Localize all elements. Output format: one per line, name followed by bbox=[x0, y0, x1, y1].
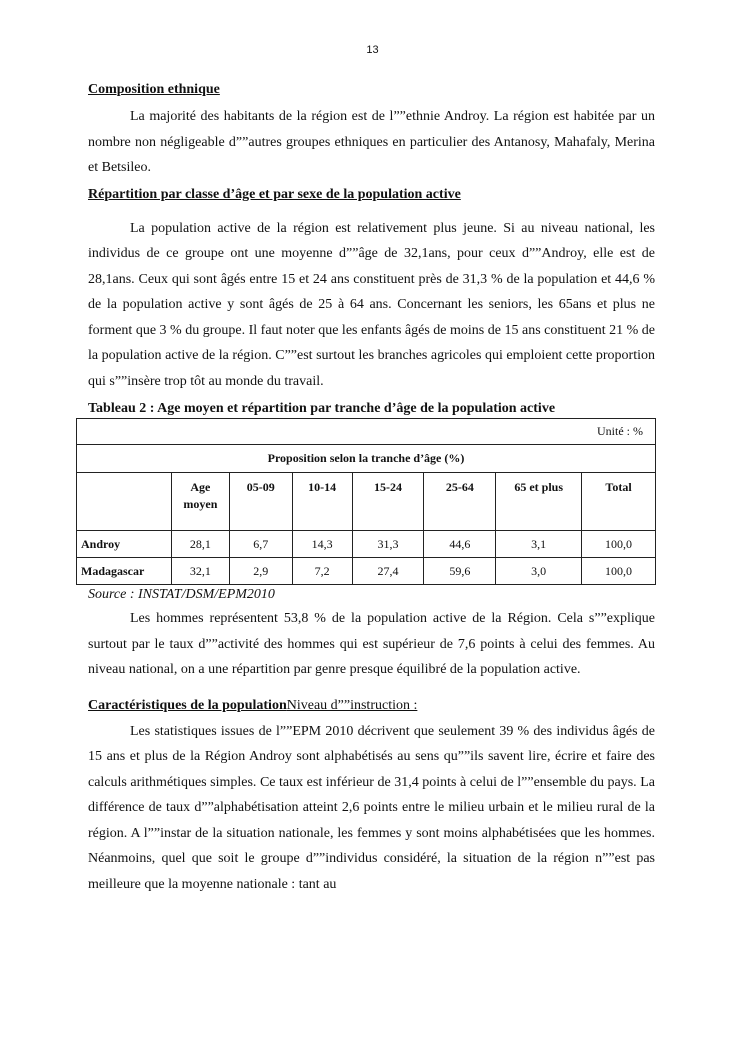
table-source: Source : INSTAT/DSM/EPM2010 bbox=[88, 587, 275, 602]
age-distribution-table bbox=[76, 418, 656, 585]
row-label-madagascar: Madagascar bbox=[77, 558, 172, 585]
section-heading-age-sex: Répartition par classe d’âge et par sexe de la population active bbox=[88, 186, 461, 202]
column-header-age-moyen: Age moyen bbox=[171, 473, 229, 531]
table-cell: 14,3 bbox=[292, 531, 352, 558]
table-cell: 100,0 bbox=[582, 558, 656, 585]
column-header-65-plus: 65 et plus bbox=[496, 473, 582, 531]
table-row bbox=[77, 531, 656, 558]
table-caption: Tableau 2 : Age moyen et répartition par tranche d’âge de la population active bbox=[88, 401, 556, 416]
characteristics-title: Caractéristiques de la population bbox=[88, 697, 287, 713]
page-number: 13 bbox=[366, 44, 379, 56]
table-cell: 7,2 bbox=[292, 558, 352, 585]
column-header-15-24: 15-24 bbox=[352, 473, 424, 531]
column-header-total: Total bbox=[582, 473, 656, 531]
table-corner-cell bbox=[77, 473, 172, 531]
table-unit: Unité : % bbox=[77, 419, 656, 445]
section-heading-characteristics bbox=[88, 694, 655, 718]
table-cell: 31,3 bbox=[352, 531, 424, 558]
paragraph-education: Les statistiques issues de l””EPM 2010 décrivent que seulement 39 % des individus âgés de 15 ans et plus de la Région Androy sont alphabétisés au sens qu””ils savent lire, écrire et faire des calculs arithmétiques simples. Ce taux est inférieur de 31,4 points à celui de l””ensemble du pays. La différence de taux d””alphabétisation atteint 2,6 points entre le milieu urbain et le milieu rural de la région. A l””instar de la situation nationale, les femmes y sont moins alphabétisées que les hommes. Néanmoins, quel que soit le groupe d””individus considéré, la situation de la région n””est pas meilleure que la moyenne nationale : tant au bbox=[88, 723, 655, 892]
table-cell: 100,0 bbox=[582, 531, 656, 558]
table-cell: 59,6 bbox=[424, 558, 496, 585]
document-body bbox=[81, 78, 655, 897]
column-header-10-14: 10-14 bbox=[292, 473, 352, 531]
table-cell: 3,1 bbox=[496, 531, 582, 558]
column-header-05-09: 05-09 bbox=[229, 473, 292, 531]
table-cell: 44,6 bbox=[424, 531, 496, 558]
table-cell: 32,1 bbox=[171, 558, 229, 585]
table-cell: 2,9 bbox=[229, 558, 292, 585]
row-label-androy: Androy bbox=[77, 531, 172, 558]
table-cell: 28,1 bbox=[171, 531, 229, 558]
table-cell: 27,4 bbox=[352, 558, 424, 585]
table-row bbox=[77, 558, 656, 585]
table-group-header: Proposition selon la tranche d’âge (%) bbox=[77, 445, 656, 473]
paragraph-gender: Les hommes représentent 53,8 % de la population active de la Région. Cela s””explique surtout par le taux d””activité des hommes qui est supérieur de 7,6 points à celui des femmes. Au niveau national, on a une répartition par genre presque équilibré de la population active. bbox=[88, 611, 655, 677]
section-heading-ethnic: Composition ethnique bbox=[88, 82, 220, 97]
education-subheading: Niveau d””instruction : bbox=[286, 697, 418, 713]
paragraph-ethnic: La majorité des habitants de la région est de l””ethnie Androy. La région est habitée par un nombre non négligeable d””autres groupes ethniques en particulier des Antanosy, Mahafaly, Merina et Betsileo. bbox=[88, 109, 655, 175]
table-cell: 3,0 bbox=[496, 558, 582, 585]
table-cell: 6,7 bbox=[229, 531, 292, 558]
column-header-25-64: 25-64 bbox=[424, 473, 496, 531]
paragraph-active-population: La population active de la région est relativement plus jeune. Si au niveau national, les individus de ce groupe ont une moyenne d””âge de 32,1ans, pour ceux d””Androy, elle est de 28,1ans. Ceux qui sont âgés entre 15 et 24 ans constituent près de 31,3 % de la population et 44,6 % de la population active y sont âgés de 25 à 64 ans. Concernant les seniors, les 65ans et plus ne forment que 3 % du groupe. Il faut noter que les enfants âgés de moins de 15 ans constituent 21 % de la population active de la région. C””est surtout les branches agricoles qui emploient cette proportion qui s””insère trop tôt au monde du travail. bbox=[88, 220, 655, 389]
